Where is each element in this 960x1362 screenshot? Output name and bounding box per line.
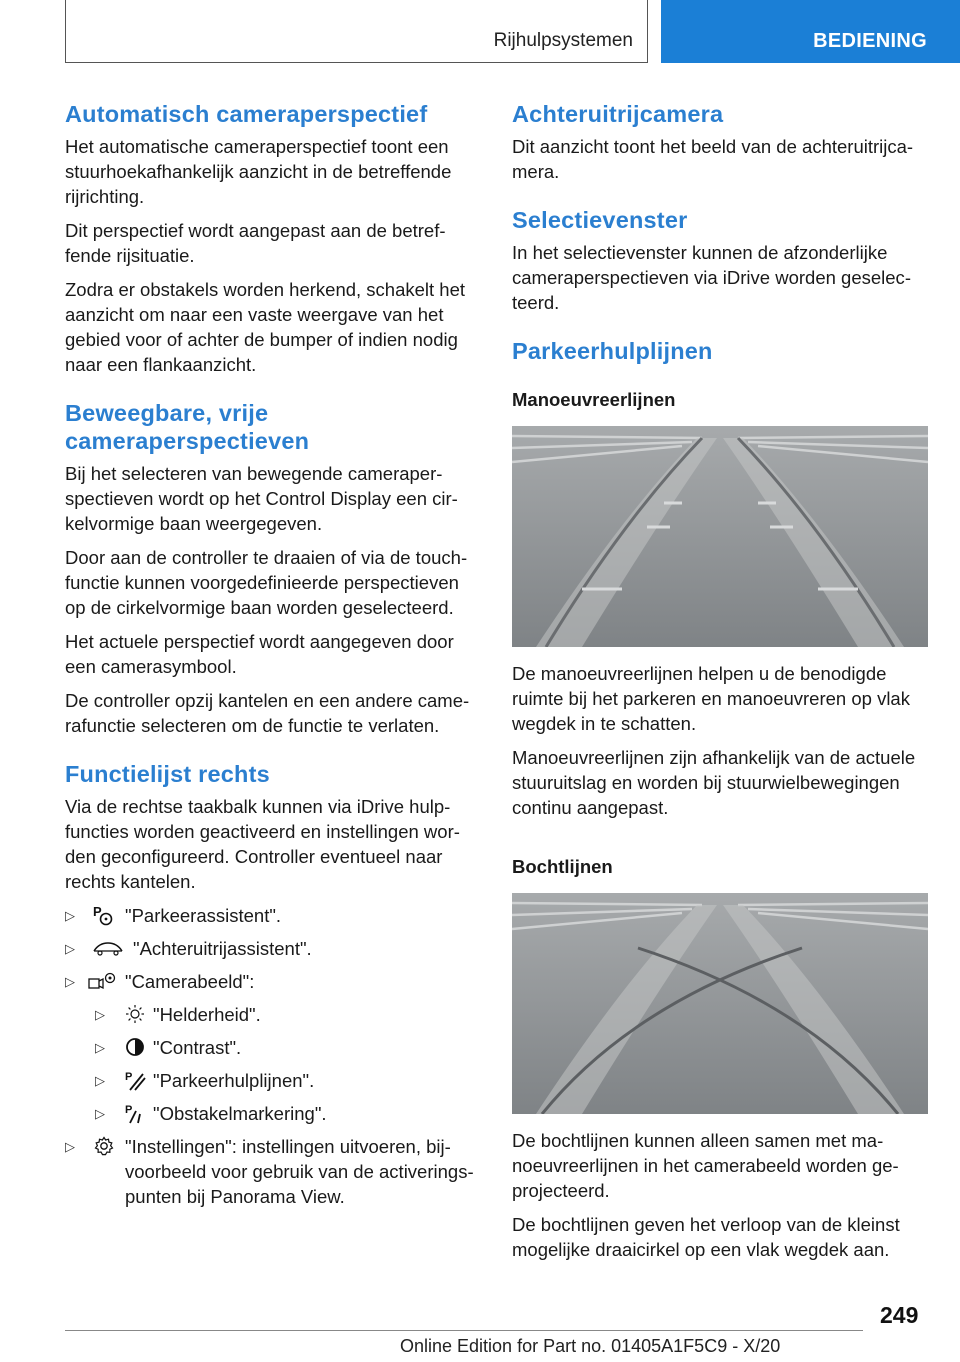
paragraph: Door aan de controller te draaien of via de touchfunctie kunnen voorgedefinieerde perspectieven op de cirkelvormige baan worden geselecteerd. <box>65 547 468 618</box>
list-item <box>65 1134 480 1209</box>
curve-lines-figure <box>512 893 928 1114</box>
heading-movable-perspectives: Beweegbare, vrije cameraperspectieven <box>65 400 310 454</box>
bullet-triangle-icon: ▷ <box>65 974 75 989</box>
list-item-text: "Helderheid". <box>153 1004 261 1025</box>
contrast-icon <box>122 1036 148 1058</box>
header-chapter-tab <box>661 0 960 63</box>
bullet-triangle-icon: ▷ <box>65 1139 75 1154</box>
paragraph: De controller opzij kantelen en een andere camerafunctie selecteren om de functie te verlaten. <box>65 690 470 736</box>
list-item <box>65 936 480 961</box>
subheading-curve-lines: Bochtlijnen <box>512 856 613 877</box>
paragraph: Zodra er obstakels worden herkend, schakelt het aanzicht om naar een vaste weergave van het gebied voor of achter de bumper of indien nodig naar een flankaanzicht. <box>65 279 466 375</box>
bullet-triangle-icon: ▷ <box>95 1106 105 1121</box>
heading-rear-camera: Achteruitrijcamera <box>512 101 724 127</box>
paragraph: Het automatische cameraperspectief toont een stuurhoekafhankelijk aanzicht in de betreffende rijrichting. <box>65 136 452 207</box>
list-item-text: "Obstakelmarkering". <box>153 1103 327 1124</box>
camera-view-icon <box>87 970 117 992</box>
header-chapter-title: BEDIENING <box>813 30 927 52</box>
list-item <box>65 1068 480 1093</box>
header-section-title: Rijhulpsystemen <box>493 30 633 51</box>
left-column <box>65 100 480 1217</box>
list-item-text: "Camerabeeld": <box>125 971 255 992</box>
section-parking-lines <box>512 337 930 1262</box>
list-item <box>65 903 480 928</box>
parking-assistant-icon <box>91 904 117 926</box>
section-automatic-perspective <box>65 100 480 377</box>
bullet-triangle-icon: ▷ <box>65 941 75 956</box>
paragraph: Bij het selecteren van bewegende cameraperspectieven wordt op het Control Display een cirkelvormige baan weergegeven. <box>65 463 458 534</box>
parking-lines-icon <box>122 1069 148 1091</box>
paragraph: De bochtlijnen geven het verloop van de kleinst mogelijke draaicirkel op een vlak wegdek aan. <box>512 1214 900 1260</box>
brightness-icon <box>122 1003 148 1025</box>
paragraph: Het actuele perspectief wordt aangegeven door een camerasymbool. <box>65 631 454 677</box>
paragraph: De manoeuvreerlijnen helpen u de benodigde ruimte bij het parkeren en manoeuvreren op vlak wegdek in te schatten. <box>512 663 910 734</box>
svg-text:P: P <box>93 904 102 919</box>
list-item-text: "Contrast". <box>153 1037 242 1058</box>
paragraph: De bochtlijnen kunnen alleen samen met manoeuvreerlijnen in het camerabeeld worden geprojecteerd. <box>512 1130 899 1201</box>
bullet-triangle-icon: ▷ <box>65 908 75 923</box>
bullet-triangle-icon: ▷ <box>95 1073 105 1088</box>
list-item-text: "Parkeerhulplijnen". <box>153 1070 315 1091</box>
bullet-triangle-icon: ▷ <box>95 1007 105 1022</box>
right-column <box>512 100 930 1271</box>
section-movable-perspectives <box>65 399 480 738</box>
paragraph: Via de rechtse taakbalk kunnen via iDrive hulpfuncties worden geactiveerd en instellingen worden geconfigureerd. Controller eventueel naar rechts kantelen. <box>65 796 460 892</box>
svg-text:P: P <box>125 1104 133 1116</box>
obstacle-marking-icon <box>122 1102 148 1124</box>
page-number: 249 <box>880 1302 919 1328</box>
heading-selection-window: Selectievenster <box>512 207 688 233</box>
heading-parking-lines: Parkeerhulplijnen <box>512 338 713 364</box>
list-item <box>65 1002 480 1027</box>
settings-icon <box>91 1135 117 1157</box>
paragraph: Dit aanzicht toont het beeld van de achteruitrijcamera. <box>512 136 914 182</box>
heading-automatic-perspective: Automatisch cameraperspectief <box>65 101 428 127</box>
header-section-tab <box>65 0 648 63</box>
list-item-text: "Parkeerassistent". <box>125 905 282 926</box>
list-item <box>65 969 480 994</box>
section-selection-window <box>512 206 930 315</box>
reversing-assistant-icon <box>91 937 125 959</box>
list-item <box>65 1035 480 1060</box>
footer-edition: Online Edition for Part no. 01405A1F5C9 - X/20 <box>400 1336 781 1356</box>
section-function-list <box>65 760 480 1209</box>
section-rear-camera <box>512 100 930 184</box>
bullet-triangle-icon: ▷ <box>95 1040 105 1055</box>
list-item-text: "Achteruitrijassistent". <box>133 938 312 959</box>
heading-function-list: Functielijst rechts <box>65 761 270 787</box>
list-item <box>65 1101 480 1126</box>
svg-text:P: P <box>125 1071 133 1083</box>
paragraph: Manoeuvreerlijnen zijn afhankelijk van de actuele stuuruitslag en worden bij stuurwielbewegingen continu aangepast. <box>512 747 916 818</box>
subheading-manoeuvre-lines: Manoeuvreerlijnen <box>512 389 676 410</box>
paragraph: Dit perspectief wordt aangepast aan de betreffende rijsituatie. <box>65 220 446 266</box>
footer-divider <box>65 1330 863 1331</box>
paragraph: In het selectievenster kunnen de afzonderlijke cameraperspectieven via iDrive worden geselecteerd. <box>512 242 911 313</box>
manoeuvre-lines-figure <box>512 426 928 647</box>
list-item-text: "Instellingen": instellingen uitvoeren, bijvoorbeeld voor gebruik van de activeringspunten bij Panorama View. <box>125 1136 474 1207</box>
